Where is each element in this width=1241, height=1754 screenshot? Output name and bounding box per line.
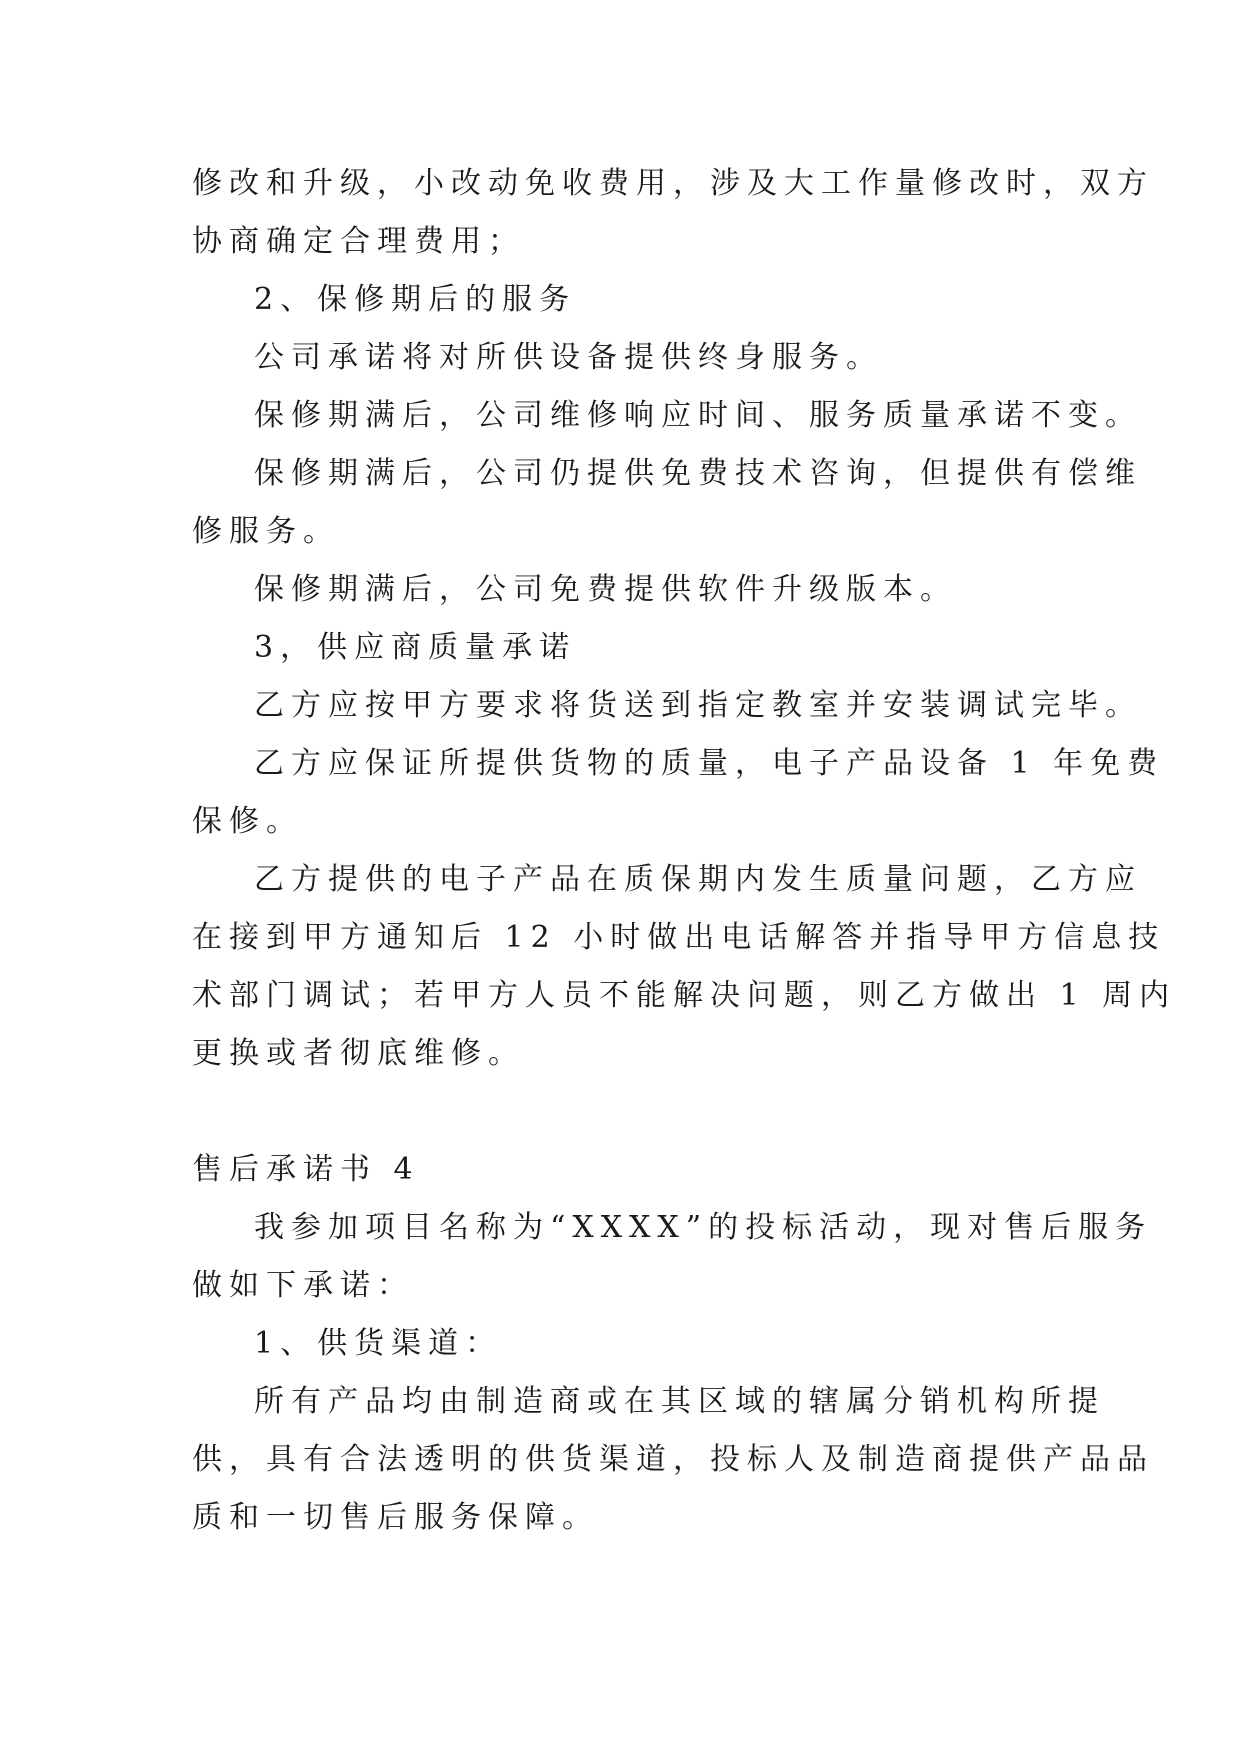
paragraph-line: 做如下承诺： — [192, 1268, 414, 1303]
paragraph-line: 修改和升级，小改动免收费用，涉及大工作量修改时，双方 — [192, 166, 1154, 201]
paragraph-line: 保修期满后，公司维修响应时间、服务质量承诺不变。 — [254, 398, 1142, 433]
paragraph-line: 协商确定合理费用； — [192, 224, 525, 259]
document-title: 售后承诺书 4 — [192, 1152, 420, 1187]
paragraph-line: 术部门调试；若甲方人员不能解决问题，则乙方做出 1 周内 — [192, 978, 1177, 1013]
paragraph-line: 质和一切售后服务保障。 — [192, 1500, 599, 1535]
paragraph-line: 我参加项目名称为“XXXX”的投标活动，现对售后服务 — [254, 1210, 1153, 1245]
paragraph-line: 保修期满后，公司仍提供免费技术咨询，但提供有偿维 — [254, 456, 1142, 491]
paragraph-line: 公司承诺将对所供设备提供终身服务。 — [254, 340, 883, 375]
paragraph-line: 修服务。 — [192, 514, 340, 549]
paragraph-line: 保修期满后，公司免费提供软件升级版本。 — [254, 572, 957, 607]
paragraph-line: 在接到甲方通知后 12 小时做出电话解答并指导甲方信息技 — [192, 920, 1166, 955]
section-heading: 3，供应商质量承诺 — [254, 630, 577, 665]
section-heading: 1、供货渠道： — [254, 1326, 503, 1361]
paragraph-line: 更换或者彻底维修。 — [192, 1036, 525, 1071]
paragraph-line: 所有产品均由制造商或在其区域的辖属分销机构所提 — [254, 1384, 1105, 1419]
paragraph-line: 乙方应按甲方要求将货送到指定教室并安装调试完毕。 — [254, 688, 1142, 723]
section-heading: 2、保修期后的服务 — [254, 282, 577, 317]
paragraph-line: 乙方应保证所提供货物的质量，电子产品设备 1 年免费 — [254, 746, 1165, 781]
paragraph-line: 供，具有合法透明的供货渠道，投标人及制造商提供产品品 — [192, 1442, 1154, 1477]
paragraph-line: 乙方提供的电子产品在质保期内发生质量问题，乙方应 — [254, 862, 1142, 897]
paragraph-line: 保修。 — [192, 804, 303, 839]
